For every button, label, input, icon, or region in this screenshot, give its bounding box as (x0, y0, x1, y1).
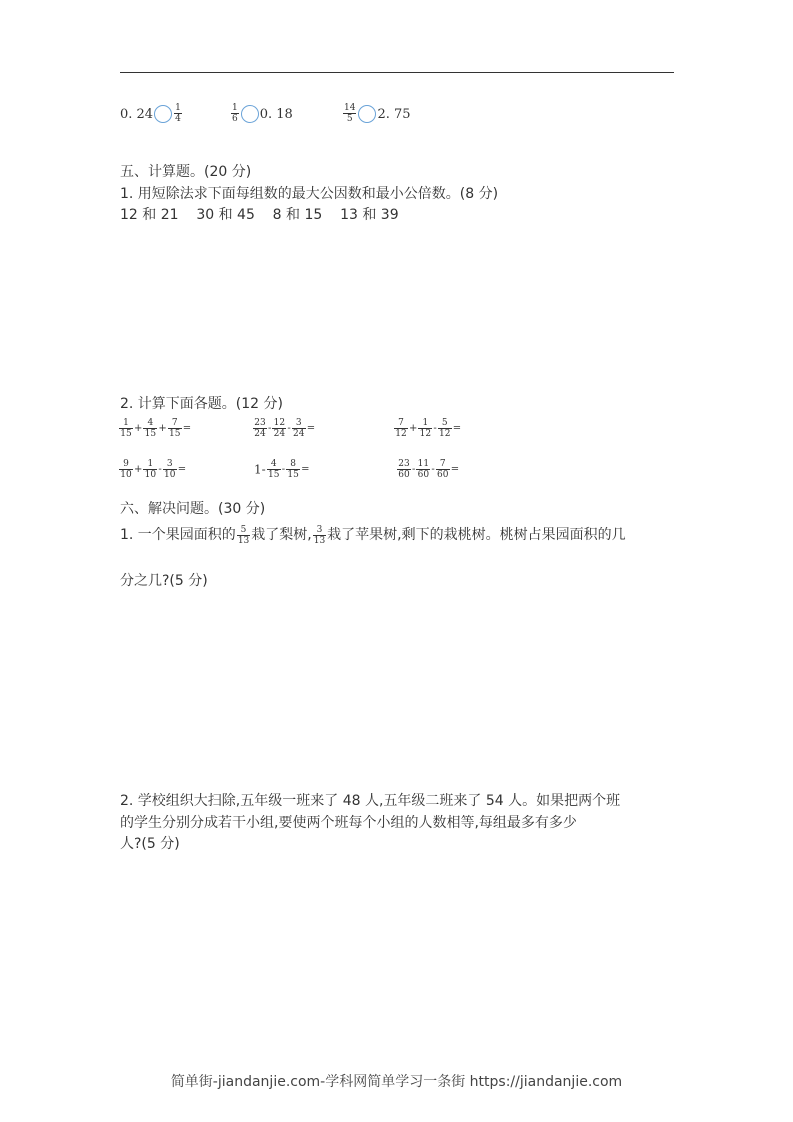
section5-title: 五、计算题。(20 分) (120, 164, 252, 180)
compare-item-3 (342, 103, 411, 124)
compare-left-value: 0. 24 (120, 107, 154, 122)
section6-q2-line1: 2. 学校组织大扫除,五年级一班来了 48 人,五年级二班来了 54 人。如果把两个班 (120, 793, 621, 809)
section6-q1-line2: 分之几?(5 分) (120, 573, 208, 589)
answer-circle[interactable] (154, 105, 172, 123)
section6-q2-line2: 的学生分别分成若干小组,要使两个班每个小组的人数相等,每组最多有多少 (120, 815, 577, 831)
section6-q1-line1: 1. 一个果园面积的 $\frac{5}{13}$ 栽了梨树, $\frac{3}{13}$ 栽了苹果树,剩下的栽桃树。桃树占果园面积的几 (120, 524, 626, 546)
section5-q2-text: 2. 计算下面各题。(12 分) (120, 396, 283, 412)
fraction: $\frac{3}{13}$ (313, 524, 326, 546)
compare-item-2 (230, 103, 293, 124)
expression-3: $\frac{7}{12}$ + $\frac{1}{12}$ - $\frac{5}{12}$ = (395, 418, 462, 439)
expression-5: 1- $\frac{4}{15}$ - $\frac{8}{15}$ = (254, 459, 310, 480)
answer-circle[interactable] (358, 105, 376, 123)
section5-q1-pairs: 12 和 21 30 和 45 8 和 15 13 和 39 (120, 207, 399, 223)
compare-right-value: 2. 75 (377, 107, 411, 122)
section6-title: 六、解决问题。(30 分) (120, 501, 266, 517)
expression-6: $\frac{23}{60}$ - $\frac{11}{60}$ - $\frac{7}{60}$ = (398, 459, 460, 480)
fraction: $\frac{5}{13}$ (237, 524, 250, 546)
fraction: $\frac{1}{4}$ (175, 103, 181, 124)
section5-q1-text: 1. 用短除法求下面每组数的最大公因数和最小公倍数。(8 分) (120, 186, 499, 202)
expression-1: $\frac{1}{15}$ + $\frac{4}{15}$ + $\frac{7}{15}$ = (120, 418, 192, 439)
fraction: $\frac{14}{5}$ (344, 103, 356, 124)
compare-right-value: 0. 18 (259, 107, 293, 122)
section6-q2-line3: 人?(5 分) (120, 836, 180, 852)
compare-item-1 (120, 103, 183, 124)
expression-2: $\frac{23}{24}$ - $\frac{12}{24}$ - $\frac{3}{24}$ = (254, 418, 316, 439)
top-rule (120, 72, 674, 73)
answer-circle[interactable] (241, 105, 259, 123)
expression-4: $\frac{9}{10}$ + $\frac{1}{10}$ - $\frac{3}{10}$ = (120, 459, 187, 480)
fraction: $\frac{1}{6}$ (232, 103, 238, 124)
footer-watermark: 简单街-jiandanjie.com-学科网简单学习一条街 https://jiandanjie.com (170, 1074, 623, 1090)
